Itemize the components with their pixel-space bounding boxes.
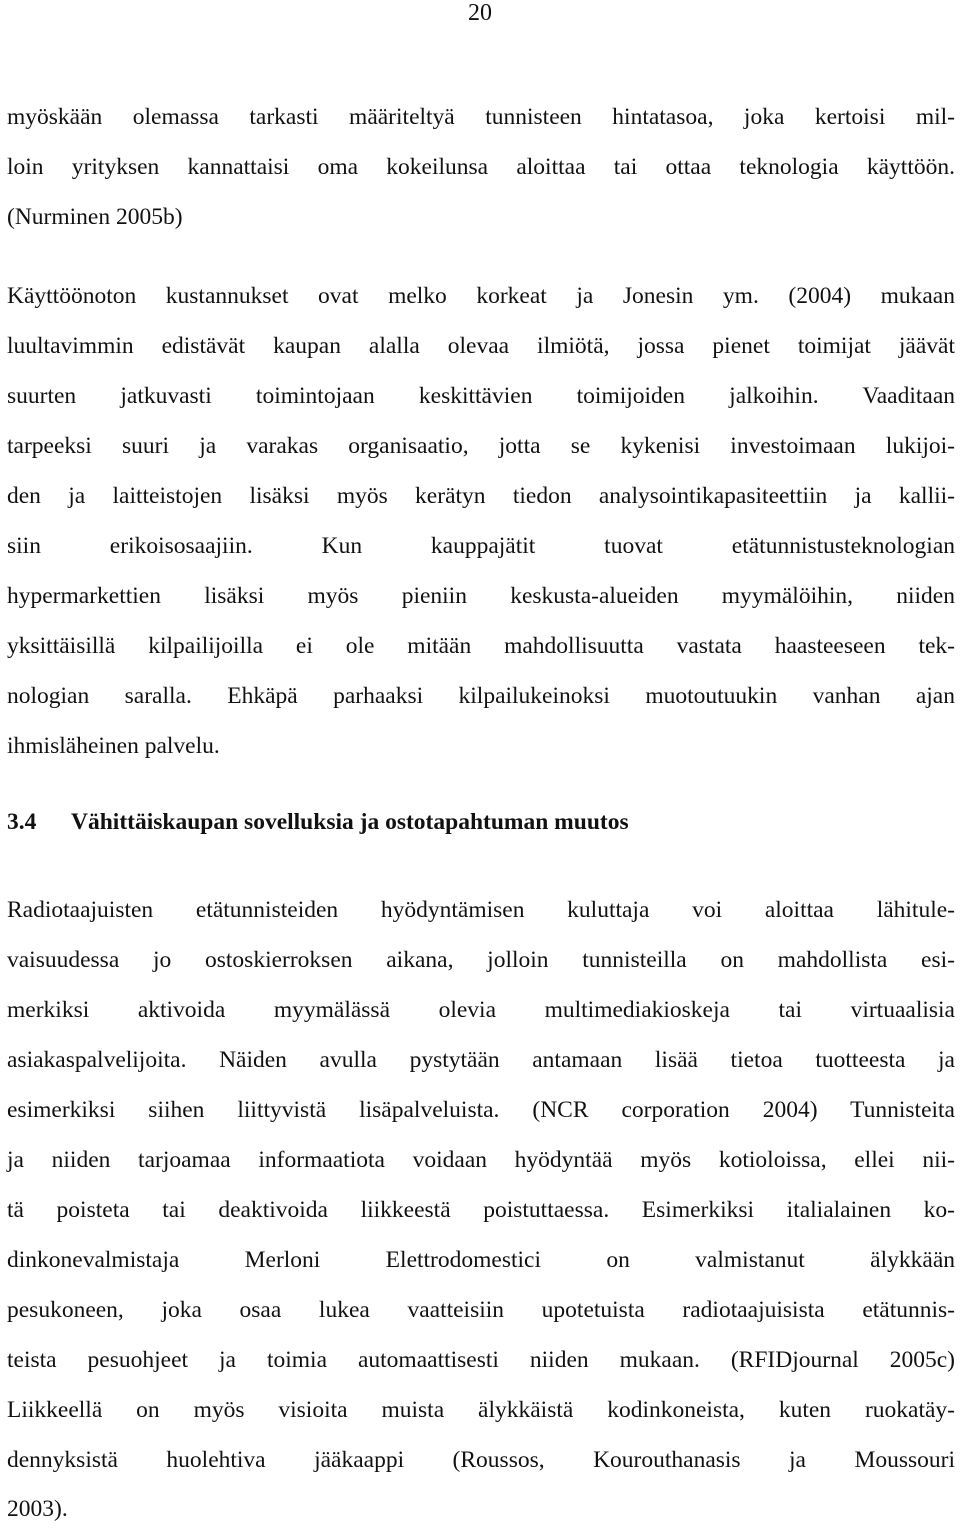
text-line: Liikkeellä on myös visioita muista älykkäistä kodinkoneista, kuten ruokatäy- [7, 1397, 955, 1423]
section-title: Vähittäiskaupan sovelluksia ja ostotapahtuman muutos [71, 809, 629, 835]
text-line: 2003). [7, 1496, 68, 1522]
text-line: esimerkiksi siihen liittyvistä lisäpalveluista. (NCR corporation 2004) Tunnisteita [7, 1097, 955, 1123]
text-line: teista pesuohjeet ja toimia automaattisesti niiden mukaan. (RFIDjournal 2005c) [7, 1347, 955, 1373]
text-line: luultavimmin edistävät kaupan alalla olevaa ilmiötä, jossa pienet toimijat jäävät [7, 333, 955, 359]
text-line: suurten jatkuvasti toimintojaan keskittävien toimijoiden jalkoihin. Vaaditaan [7, 383, 955, 409]
text-line: dinkonevalmistaja Merloni Elettrodomestici on valmistanut älykkään [7, 1247, 955, 1273]
text-line: Radiotaajuisten etätunnisteiden hyödyntämisen kuluttaja voi aloittaa lähitule- [7, 897, 955, 923]
text-line: dennyksistä huolehtiva jääkaappi (Roussos, Kourouthanasis ja Moussouri [7, 1447, 955, 1473]
text-line: merkiksi aktivoida myymälässä olevia multimediakioskeja tai virtuaalisia [7, 997, 955, 1023]
text-line: vaisuudessa jo ostoskierroksen aikana, jolloin tunnisteilla on mahdollista esi- [7, 947, 955, 973]
text-line: yksittäisillä kilpailijoilla ei ole mitään mahdollisuutta vastata haasteeseen tek- [7, 633, 955, 659]
text-line: loin yrityksen kannattaisi oma kokeilunsa aloittaa tai ottaa teknologia käyttöön. [7, 154, 955, 180]
text-line: asiakaspalvelijoita. Näiden avulla pystytään antamaan lisää tietoa tuotteesta ja [7, 1047, 955, 1073]
text-line: den ja laitteistojen lisäksi myös kerätyn tiedon analysointikapasiteettiin ja kallii- [7, 483, 955, 509]
text-line: siin erikoisosaajiin. Kun kauppajätit tuovat etätunnistusteknologian [7, 533, 955, 559]
text-line: pesukoneen, joka osaa lukea vaatteisiin upotetuista radiotaajuisista etätunnis- [7, 1297, 955, 1323]
text-line: ja niiden tarjoamaa informaatiota voidaan hyödyntää myös kotioloissa, ellei nii- [7, 1147, 955, 1173]
section-heading [7, 807, 629, 837]
section-number: 3.4 [7, 809, 37, 835]
text-line: Käyttöönoton kustannukset ovat melko korkeat ja Jonesin ym. (2004) mukaan [7, 283, 955, 309]
text-line: tä poisteta tai deaktivoida liikkeestä poistuttaessa. Esimerkiksi italialainen ko- [7, 1197, 955, 1223]
text-line: nologian saralla. Ehkäpä parhaaksi kilpailukeinoksi muotoutuukin vanhan ajan [7, 683, 955, 709]
text-line: tarpeeksi suuri ja varakas organisaatio, jotta se kykenisi investoimaan lukijoi- [7, 433, 955, 459]
text-line: hypermarkettien lisäksi myös pieniin keskusta-alueiden myymälöihin, niiden [7, 583, 955, 609]
text-line: (Nurminen 2005b) [7, 204, 183, 230]
page-number: 20 [468, 0, 492, 26]
text-line: ihmisläheinen palvelu. [7, 733, 220, 759]
text-line: myöskään olemassa tarkasti määriteltyä tunnisteen hintatasoa, joka kertoisi mil- [7, 104, 955, 130]
